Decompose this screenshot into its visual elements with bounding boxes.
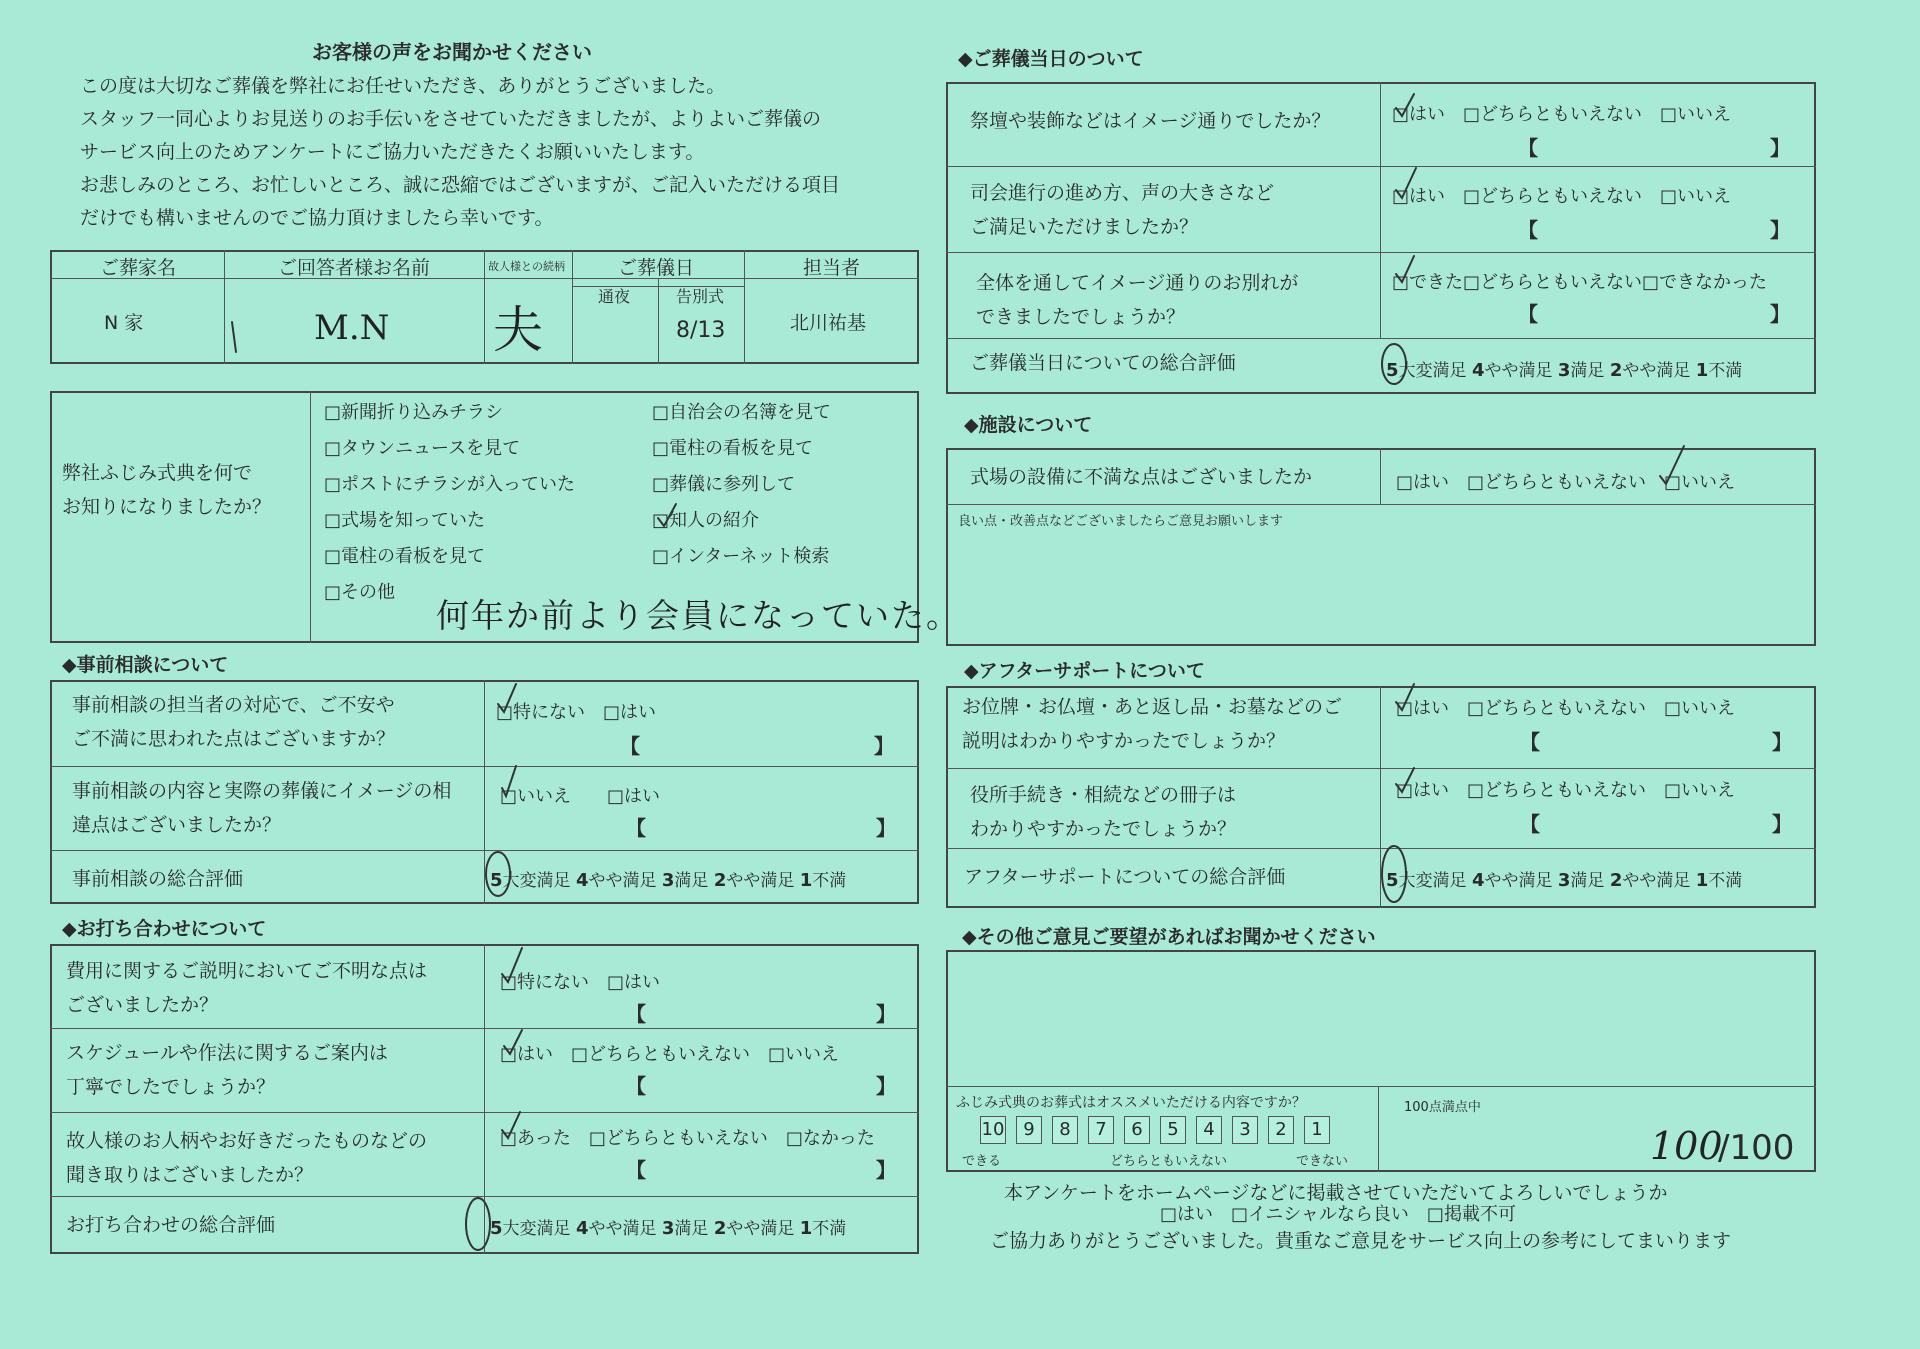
relation-value: 夫 (493, 301, 543, 359)
pre-consult-q2-options[interactable]: □いいえ □はい (500, 786, 661, 807)
scale-left-label: できる (962, 1154, 1002, 1169)
bracket-open: 【 (1518, 302, 1538, 326)
relation-label: 故人様との続柄 (488, 260, 565, 273)
intro-line: お悲しみのところ、お忙しいところ、誠に恐縮ではございますが、ご記入いただける項目 (80, 174, 841, 196)
option-item[interactable]: □自治会の名簿を見て (652, 402, 832, 423)
funeral-date-label: ご葬儀日 (618, 257, 695, 279)
survey-title: お客様の声をお聞かせください (312, 40, 592, 64)
check-mark (502, 766, 516, 796)
check-mark (498, 684, 516, 712)
section-title-after-support: ◆アフターサポートについて (964, 660, 1205, 682)
after-support-q2: 役所手続き・相続などの冊子は わかりやすかったでしょうか？ (970, 784, 1237, 840)
bracket-close: 】 (1770, 218, 1790, 242)
meeting-q1-options[interactable]: □特にない □はい (500, 972, 661, 993)
bracket-open: 【 (626, 1002, 646, 1026)
option-item[interactable]: □ポストにチラシが入っていた (324, 474, 576, 495)
bracket-open: 【 (626, 1158, 646, 1182)
bracket-close: 】 (1772, 730, 1792, 754)
wake-label: 通夜 (598, 287, 631, 306)
meeting-q2: スケジュールや作法に関するご案内は 丁寧でしたでしょうか？ (66, 1042, 388, 1098)
section-title-meeting: ◆お打ち合わせについて (62, 918, 267, 940)
family-name-value: N 家 (104, 312, 144, 334)
funeral-day-q2: 司会進行の進め方、声の大きさなど ご満足いただけましたか？ (970, 182, 1275, 238)
option-item[interactable]: □タウンニュースを見て (324, 438, 521, 459)
bracket-close: 】 (876, 816, 896, 840)
farewell-date-value: 8/13 (676, 318, 726, 343)
check-mark (504, 1030, 522, 1054)
recommend-cell[interactable]: 10 (980, 1116, 1006, 1144)
bracket-close: 】 (876, 1158, 896, 1182)
recommend-cell[interactable]: 2 (1268, 1116, 1294, 1144)
meeting-overall-label: お打ち合わせの総合評価 (66, 1214, 276, 1236)
bracket-open: 【 (620, 734, 640, 758)
section-title-funeral-day: ◆ご葬儀当日のついて (958, 48, 1144, 70)
intro-line: この度は大切なご葬儀を弊社にお任せいただき、ありがとうございました。 (80, 75, 726, 97)
score-value: 100 (1650, 1124, 1723, 1168)
publish-options[interactable]: □はい □イニシャルなら良い □掲載不可 (1160, 1204, 1516, 1225)
check-mark (502, 948, 522, 982)
funeral-day-q3-options[interactable]: □できた□どちらともいえない□できなかった (1392, 272, 1768, 293)
bracket-open: 【 (1518, 218, 1538, 242)
recommend-cell[interactable]: 5 (1160, 1116, 1186, 1144)
after-support-rating-scale[interactable]: 5大変満足 4やや満足 3満足 2やや満足 1不満 (1386, 870, 1743, 891)
funeral-day-q1-options[interactable]: □はい □どちらともいえない □いいえ (1392, 104, 1732, 125)
rating-circle (486, 852, 510, 896)
after-support-overall-label: アフターサポートについての総合評価 (964, 866, 1286, 888)
family-name-label: ご葬家名 (100, 257, 177, 279)
scale-mid-label: どちらともいえない (1110, 1154, 1228, 1169)
facility-q1-options[interactable]: □はい □どちらともいえない □いいえ (1396, 472, 1736, 493)
check-mark (1396, 168, 1416, 198)
facility-comment-label: 良い点・改善点などございましたらご意見お願いします (958, 514, 1284, 529)
respondent-label: ご回答者様お名前 (278, 257, 431, 279)
bracket-close: 】 (874, 734, 894, 758)
section-title-facility: ◆施設について (964, 414, 1093, 436)
score-label: 100点満点中 (1404, 1100, 1481, 1115)
option-item[interactable]: □式場を知っていた (324, 510, 486, 531)
pre-consult-q1: 事前相談の担当者の対応で、ご不安や ご不満に思われた点はございますか？ (72, 694, 396, 750)
pre-consult-q1-options[interactable]: □特にない □はい (496, 702, 657, 723)
meeting-q3-options[interactable]: □あった □どちらともいえない □なかった (500, 1128, 875, 1149)
funeral-day-q3: 全体を通してイメージ通りのお別れが できましたでしょうか？ (976, 272, 1299, 328)
pre-consult-overall-label: 事前相談の総合評価 (72, 868, 244, 890)
bracket-open: 【 (626, 1074, 646, 1098)
intro-line: だけでも構いませんのでご協力頂けましたら幸いです。 (80, 207, 554, 229)
bracket-close: 】 (1770, 136, 1790, 160)
rating-circle (1382, 846, 1406, 902)
bracket-open: 【 (626, 816, 646, 840)
after-support-q1-options[interactable]: □はい □どちらともいえない □いいえ (1396, 698, 1736, 719)
after-support-q2-options[interactable]: □はい □どちらともいえない □いいえ (1396, 780, 1736, 801)
staff-label: 担当者 (803, 257, 861, 279)
respondent-value: M.N (314, 308, 390, 348)
check-mark (1396, 94, 1414, 116)
how-known-question: 弊社ふじみ式典を何で お知りになりましたか？ (62, 462, 272, 518)
meeting-rating-scale[interactable]: 5大変満足 4やや満足 3満足 2やや満足 1不満 (490, 1218, 847, 1239)
option-item[interactable]: □電柱の看板を見て (652, 438, 814, 459)
section-title-other: ◆その他ご意見ご要望があればお聞かせください (962, 926, 1376, 948)
recommend-cell[interactable]: 4 (1196, 1116, 1222, 1144)
bracket-open: 【 (1520, 812, 1540, 836)
rating-circle (466, 1198, 490, 1250)
farewell-label: 告別式 (676, 287, 725, 306)
staff-value: 北川祐基 (790, 312, 867, 334)
intro-line: スタッフ一同心よりお見送りのお手伝いをさせていただきましたが、よりよいご葬儀の (80, 108, 822, 130)
thanks-message: ご協力ありがとうございました。貴重なご意見をサービス向上の参考にしてまいります (990, 1230, 1732, 1252)
option-item[interactable]: □インターネット検索 (652, 546, 830, 567)
bracket-close: 】 (876, 1074, 896, 1098)
funeral-day-overall-label: ご葬儀当日についての総合評価 (970, 352, 1236, 374)
scale-right-label: できない (1296, 1154, 1349, 1169)
option-item[interactable]: □葬儀に参列して (652, 474, 796, 495)
recommend-cell[interactable]: 1 (1304, 1116, 1330, 1144)
recommend-cell[interactable]: 7 (1088, 1116, 1114, 1144)
check-mark (658, 504, 676, 526)
facility-q1: 式場の設備に不満な点はございましたか (970, 466, 1313, 488)
bracket-open: 【 (1520, 730, 1540, 754)
funeral-day-rating-scale[interactable]: 5大変満足 4やや満足 3満足 2やや満足 1不満 (1386, 360, 1743, 381)
other-handwritten-answer: 何年か前より会員になっていた。 (436, 596, 961, 635)
option-item-checked[interactable]: □知人の紹介 (652, 510, 760, 531)
check-mark (502, 1112, 520, 1138)
bracket-open: 【 (1518, 136, 1538, 160)
meeting-q3: 故人様のお人柄やお好きだったものなどの 聞き取りはございましたか？ (66, 1130, 428, 1186)
bracket-close: 】 (1770, 302, 1790, 326)
pre-consult-q2: 事前相談の内容と実際の葬儀にイメージの相 違点はございましたか？ (72, 780, 452, 836)
check-mark (1396, 256, 1414, 282)
check-mark (1396, 768, 1414, 792)
publish-question: 本アンケートをホームページなどに掲載させていただいてよろしいでしょうか (1004, 1182, 1668, 1204)
funeral-day-q2-options[interactable]: □はい □どちらともいえない □いいえ (1392, 186, 1732, 207)
recommend-cell[interactable]: 9 (1016, 1116, 1042, 1144)
option-item[interactable]: □電柱の看板を見て (324, 546, 486, 567)
recommend-question: ふじみ式典のお葬式はオススメいただける内容ですか？ (956, 1095, 1306, 1111)
rating-circle (1382, 344, 1406, 384)
section-title-pre-consult: ◆事前相談について (62, 654, 229, 676)
recommend-cell[interactable]: 3 (1232, 1116, 1258, 1144)
check-mark (1396, 684, 1414, 710)
meeting-q1: 費用に関するご説明においてご不明な点は ございましたか？ (66, 960, 428, 1016)
pre-consult-rating-scale[interactable]: 5大変満足 4やや満足 3満足 2やや満足 1不満 (490, 870, 847, 891)
option-item[interactable]: □その他 (324, 582, 396, 603)
funeral-day-q1: 祭壇や装飾などはイメージ通りでしたか？ (970, 110, 1331, 132)
intro-line: サービス向上のためアンケートにご協力いただきたくお願いいたします。 (80, 141, 705, 163)
recommend-cell[interactable]: 6 (1124, 1116, 1150, 1144)
option-item[interactable]: □新聞折り込みチラシ (324, 402, 504, 423)
after-support-q1: お位牌・お仏壇・あと返し品・お墓などのご 説明はわかりやすかったでしょうか？ (962, 696, 1343, 752)
bracket-close: 】 (1772, 812, 1792, 836)
bracket-close: 】 (876, 1002, 896, 1026)
meeting-q2-options[interactable]: □はい □どちらともいえない □いいえ (500, 1044, 840, 1065)
score-total: /100 (1718, 1128, 1795, 1168)
check-mark (1660, 446, 1684, 484)
recommend-cell[interactable]: 8 (1052, 1116, 1078, 1144)
